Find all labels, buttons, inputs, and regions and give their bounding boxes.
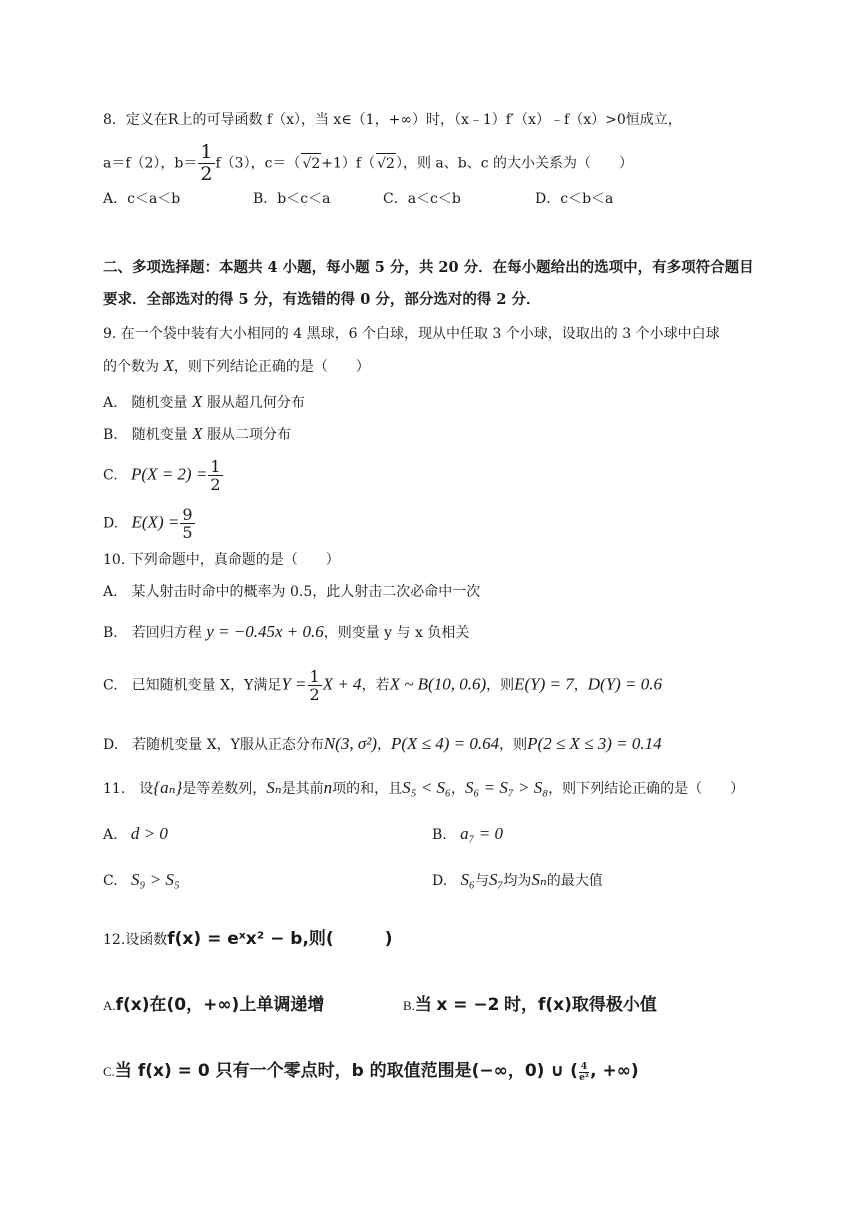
q10-option-c[interactable] <box>103 668 662 703</box>
q11-option-a[interactable] <box>103 824 168 845</box>
q11-option-d-text3: 的最大值 <box>546 873 603 889</box>
q10-option-c-text: C. 已知随机变量 X，Y满足 <box>103 677 282 694</box>
q12-option-c-frac <box>579 1062 589 1083</box>
q8-sqrt-2: √2 <box>376 153 396 174</box>
q9-option-b-text: B. 随机变量 <box>103 427 188 443</box>
q11-option-d-expr3: Sₙ <box>531 870 547 889</box>
q10-option-a[interactable]: A. 某人射击时命中的概率为 0.5，此人射击二次必命中一次 <box>103 584 481 600</box>
q12-option-b-text2: 时，f(x)取得极小值 <box>503 995 657 1015</box>
q12-option-c-den: e² <box>579 1072 589 1083</box>
q11-option-d-expr2: S₇ <box>488 870 504 889</box>
q10-option-c-y: Y = <box>281 674 307 694</box>
q12-text-b: 则( ) <box>308 929 393 949</box>
q12-option-b-text: 当 <box>414 995 432 1015</box>
q9-var-x: X <box>163 356 174 375</box>
section2-heading-line1: 二、多项选择题：本题共 4 小题，每小题 5 分，共 20 分．在每小题给出的选项中，有多项符合题目 <box>103 259 754 276</box>
q10-option-b[interactable] <box>103 622 469 643</box>
q8-fraction <box>198 142 214 185</box>
q11-option-d-expr1: S₆ <box>460 870 475 889</box>
q8-text-d: ），则 a、b、c 的大小关系为（ ） <box>395 155 634 172</box>
q9-text-b: ，则下列结论正确的是（ ） <box>173 359 370 375</box>
q10-stem: 10. 下列命题中，真命题的是（ ） <box>103 552 340 568</box>
q11-stem <box>103 778 744 799</box>
q10-option-c-expr2: X ~ B(10, 0.6) <box>389 674 487 694</box>
q9-stem-line1: 9. 在一个袋中装有大小相同的 4 黑球，6 个白球，现从中任取 3 个小球，设取出的 3 个小球中白球 <box>103 326 720 342</box>
q12-option-a-label: A. <box>103 998 116 1013</box>
q9-text-a: 的个数为 <box>103 359 159 375</box>
q12-option-c-text2: , +∞) <box>590 1061 639 1081</box>
q11-option-a-expr: d > 0 <box>130 824 168 843</box>
q11-text-b: 是等差数列， <box>182 781 267 797</box>
q10-option-d-expr3: P(2 ≤ X ≤ 3) = 0.14 <box>527 734 662 753</box>
q12-function: f(x) = eˣx² − b, <box>167 929 309 949</box>
q11-text-a: 11. 设 <box>103 781 154 797</box>
q8-stem-line1: 8．定义在R上的可导函数 f（x），当 x∈（1，+∞）时，（x﹣1）f′（x）﹣f（x）>0恒成立， <box>103 112 682 128</box>
q10-option-c-num: 1 <box>309 667 320 686</box>
q9-option-c-expr: P(X = 2) = <box>131 464 208 484</box>
q8-text-b: f（3），c＝（ <box>215 155 301 172</box>
q11-option-b[interactable] <box>432 824 503 845</box>
q12-option-b-label: B. <box>403 998 415 1013</box>
q10-option-c-expr4: D(Y) = 0.6 <box>587 674 663 694</box>
q8-option-b[interactable]: B．b＜c＜a <box>253 191 331 207</box>
q12-option-c-text: 当 f(x) = 0 只有一个零点时，b 的取值范围是(−∞，0) ∪ ( <box>114 1061 578 1081</box>
q10-option-c-text3: ，则 <box>486 677 515 694</box>
q10-option-d[interactable] <box>103 734 662 755</box>
q11-option-c[interactable] <box>103 870 180 891</box>
q8-option-a[interactable]: A．c＜a＜b <box>103 191 181 207</box>
q9-option-b-text2: 服从二项分布 <box>207 427 292 443</box>
q12-option-a[interactable] <box>103 992 324 1019</box>
q10-option-d-expr2: P(X ≤ 4) = 0.64 <box>391 734 500 753</box>
q12-option-a-expr: f(x)在(0，+∞)上单调递增 <box>115 995 325 1015</box>
q9-option-c-label: C. <box>103 467 118 484</box>
q10-option-c-frac <box>308 668 322 703</box>
q11-option-c-label: C. <box>103 873 118 889</box>
q11-seq: {aₙ} <box>153 778 183 797</box>
q9-stem-line2 <box>103 356 370 377</box>
q9-option-d[interactable] <box>103 506 196 541</box>
q10-option-b-expr: y = −0.45x + 0.6 <box>206 622 324 641</box>
q8-text-c: +1）f（ <box>321 155 376 172</box>
q11-cond2: S₆ = S₇ > S₈ <box>464 778 549 797</box>
q10-option-c-text4: ， <box>573 677 588 694</box>
q10-option-d-text2: ， <box>377 737 391 753</box>
q10-option-d-expr1: N(3, σ²) <box>323 734 377 753</box>
q10-option-c-text2: ，若 <box>361 677 390 694</box>
q12-option-b[interactable] <box>403 992 657 1019</box>
q9-option-c-frac <box>208 458 222 493</box>
q10-option-c-expr3: E(Y) = 7 <box>514 674 574 694</box>
q11-option-d-text: 与 <box>474 873 489 889</box>
q10-option-d-text3: ，则 <box>499 737 528 753</box>
q11-n: n <box>323 778 333 797</box>
q9-option-a-text2: 服从超几何分布 <box>206 395 305 411</box>
q10-option-d-text: D. 若随机变量 X，Y服从正态分布 <box>103 737 324 753</box>
q11-cond1: S₅ < S₆ <box>402 778 451 797</box>
q11-option-d-text2: 均为 <box>503 873 532 889</box>
q11-option-c-expr: S₉ > S₅ <box>131 870 180 889</box>
q12-option-b-expr: x = −2 <box>436 995 500 1015</box>
q9-option-b-var: X <box>192 424 203 443</box>
q9-option-a[interactable] <box>103 392 305 413</box>
q11-option-a-label: A. <box>103 827 118 843</box>
q12-text-a: 12.设函数 <box>103 932 168 948</box>
q9-option-d-den: 5 <box>182 523 193 542</box>
q9-option-d-num: 9 <box>182 505 193 524</box>
q11-option-d[interactable] <box>432 870 603 891</box>
q12-stem <box>103 926 392 953</box>
q11-text-c: 是其前 <box>281 781 324 797</box>
q11-text-e: ， <box>450 781 465 797</box>
q9-option-d-label: D. <box>103 515 119 532</box>
q9-option-c-num: 1 <box>210 457 221 476</box>
q9-option-b[interactable] <box>103 424 291 445</box>
q8-text-a: a＝f（2），b＝ <box>103 155 198 172</box>
q12-option-c[interactable] <box>103 1056 639 1087</box>
q9-option-d-expr: E(X) = <box>131 512 180 532</box>
q12-option-c-label: C. <box>103 1064 115 1079</box>
q9-option-c[interactable] <box>103 458 224 493</box>
q8-option-d[interactable]: D．c＜b＜a <box>535 191 614 207</box>
q11-option-b-label: B. <box>432 827 447 843</box>
q10-option-b-text: B. 若回归方程 <box>103 625 202 641</box>
q11-option-d-label: D. <box>432 873 448 889</box>
q8-sqrt-2-val: 2 <box>386 155 395 172</box>
q8-sqrt-1-val: 2 <box>311 155 321 172</box>
section2-heading-line2: 要求．全部选对的得 5 分，有选错的得 0 分，部分选对的得 2 分． <box>103 291 541 308</box>
q9-option-a-var: X <box>192 392 203 411</box>
q8-sqrt-1: √2 <box>301 153 321 174</box>
q9-option-a-text: A. 随机变量 <box>103 395 188 411</box>
q11-text-f: ，则下列结论正确的是（ ） <box>548 781 745 797</box>
q10-option-c-den: 2 <box>309 685 320 704</box>
q9-option-c-den: 2 <box>210 475 221 494</box>
q12-option-c-num: 4 <box>580 1061 588 1072</box>
q11-option-b-expr: a₇ = 0 <box>460 824 503 843</box>
q9-option-d-frac <box>180 506 194 541</box>
q10-option-c-expr1: X + 4 <box>322 674 362 694</box>
q8-frac-num: 1 <box>200 141 213 163</box>
q8-option-c[interactable]: C．a＜c＜b <box>383 191 461 207</box>
q10-option-b-text2: ，则变量 y 与 x 负相关 <box>323 625 470 641</box>
q11-sn: Sₙ <box>266 778 282 797</box>
q11-text-d: 项的和，且 <box>332 781 403 797</box>
q8-stem-line2 <box>103 142 633 185</box>
q8-frac-den: 2 <box>200 163 213 185</box>
